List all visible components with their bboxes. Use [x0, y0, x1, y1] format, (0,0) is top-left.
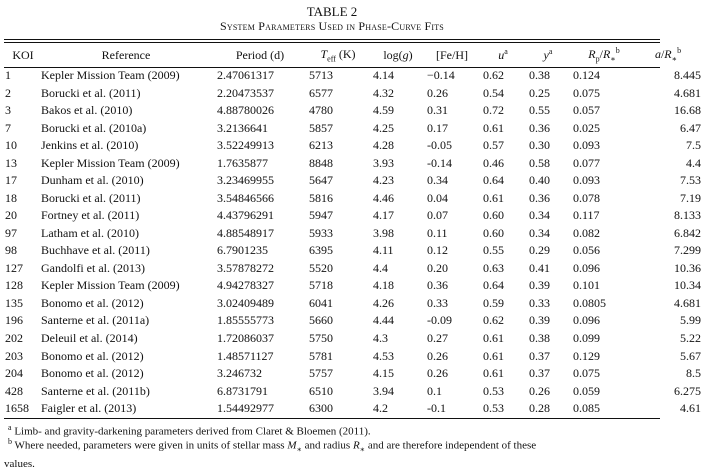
table-body [4, 67, 705, 417]
cell-feh: 0.11 [427, 225, 448, 240]
header-reference: Reference [101, 47, 151, 62]
cell-koi: 98 [5, 243, 17, 258]
cell-y: 0.40 [529, 173, 550, 188]
footnote-b-mark: b [8, 437, 12, 446]
cell-logg: 4.59 [373, 103, 394, 118]
cell-u: 0.54 [483, 85, 504, 100]
a-symbol: a [654, 47, 661, 62]
table-row [4, 365, 705, 383]
footnote-b-text-2: and radius [301, 439, 353, 452]
cell-teff: 5647 [309, 173, 333, 188]
cell-y: 0.39 [529, 313, 550, 328]
logg-suffix: ) [408, 47, 413, 62]
cell-logg: 4.25 [373, 120, 394, 135]
cell-y: 0.38 [529, 330, 550, 345]
cell-a-rs: 6.842 [674, 225, 701, 240]
cell-a-rs: 8.133 [674, 208, 701, 223]
a-rs-symbol: R [664, 47, 672, 62]
cell-a-rs: 10.34 [674, 278, 701, 293]
header-y [523, 43, 567, 67]
cell-logg: 4.17 [373, 208, 394, 223]
cell-u: 0.60 [483, 225, 504, 240]
cell-a-rs: 4.681 [674, 295, 701, 310]
cell-u: 0.59 [483, 295, 504, 310]
cell-teff: 5750 [309, 330, 333, 345]
table-row [4, 137, 705, 155]
cell-a-rs: 7.5 [686, 138, 701, 153]
cell-period: 4.94278327 [217, 278, 274, 293]
cell-period: 1.54492977 [217, 401, 274, 416]
header-koi: KOI [12, 47, 34, 62]
u-note-mark: a [504, 47, 508, 56]
cell-period: 4.88548917 [217, 225, 274, 240]
cell-a-rs: 5.22 [680, 330, 701, 345]
cell-teff: 5933 [309, 225, 333, 240]
cell-rp-rs: 0.124 [573, 68, 600, 83]
cell-a-rs: 4.681 [674, 85, 701, 100]
cell-rp-rs: 0.075 [573, 366, 600, 381]
cell-logg: 3.93 [373, 155, 394, 170]
table-label: TABLE 2 [306, 4, 358, 19]
cell-logg: 4.32 [373, 85, 394, 100]
cell-koi: 17 [5, 173, 17, 188]
cell-teff: 6041 [309, 295, 333, 310]
cell-teff: 5660 [309, 313, 333, 328]
cell-reference: Borucki et al. (2011) [41, 190, 141, 205]
y-symbol: y [543, 48, 549, 62]
cell-y: 0.55 [529, 103, 550, 118]
cell-rp-rs: 0.093 [573, 173, 600, 188]
cell-period: 4.88780026 [217, 103, 274, 118]
cell-reference: Dunham et al. (2010) [41, 173, 144, 188]
table-row [4, 330, 705, 348]
cell-koi: 10 [5, 138, 17, 153]
teff-unit: (K) [335, 46, 356, 61]
cell-u: 0.60 [483, 208, 504, 223]
header-row [4, 43, 705, 67]
cell-period: 1.72086037 [217, 330, 274, 345]
cell-reference: Santerne et al. (2011a) [41, 313, 150, 328]
cell-y: 0.25 [529, 85, 550, 100]
table-row [4, 85, 705, 103]
cell-period: 3.02409489 [217, 295, 274, 310]
cell-teff: 5947 [309, 208, 333, 223]
a-rs-subscript: ∗ [671, 54, 678, 64]
cell-reference: Santerne et al. (2011b) [41, 383, 150, 398]
cell-teff: 5713 [309, 68, 333, 83]
table-row [4, 225, 705, 243]
cell-reference: Bonomo et al. (2012) [41, 348, 144, 363]
cell-koi: 196 [5, 313, 23, 328]
table-row [4, 67, 705, 85]
parameters-table [4, 43, 705, 417]
cell-a-rs: 8.5 [686, 366, 701, 381]
cell-period: 1.48571127 [217, 348, 274, 363]
table-row [4, 382, 705, 400]
cell-feh: 0.12 [427, 243, 448, 258]
cell-reference: Bonomo et al. (2012) [41, 366, 144, 381]
stellar-mass-subscript: ∗ [296, 444, 302, 454]
rp-subscript: p [595, 54, 600, 64]
footnote-b-text-1: Where needed, parameters were given in units of stellar mass [12, 439, 288, 452]
cell-feh: -0.14 [427, 155, 452, 170]
cell-reference: Borucki et al. (2011) [41, 85, 141, 100]
cell-y: 0.34 [529, 225, 550, 240]
rs-subscript: ∗ [610, 54, 616, 64]
table-row [4, 190, 705, 208]
cell-teff: 5781 [309, 348, 333, 363]
cell-u: 0.72 [483, 103, 504, 118]
cell-feh: 0.1 [427, 383, 442, 398]
cell-feh: -0.05 [427, 138, 452, 153]
cell-koi: 204 [5, 366, 23, 381]
header-a-rs [635, 43, 705, 67]
cell-rp-rs: 0.129 [573, 348, 600, 363]
cell-koi: 202 [5, 330, 23, 345]
table-row [4, 120, 705, 138]
cell-u: 0.53 [483, 383, 504, 398]
cell-u: 0.61 [483, 348, 504, 363]
header-feh: [Fe/H] [436, 47, 468, 62]
cell-a-rs: 10.36 [674, 260, 701, 275]
table-row [4, 172, 705, 190]
cell-rp-rs: 0.078 [573, 190, 600, 205]
cell-logg: 4.26 [373, 295, 394, 310]
cell-koi: 18 [5, 190, 17, 205]
cell-feh: 0.04 [427, 190, 448, 205]
cell-reference: Fortney et al. (2011) [41, 208, 140, 223]
footnote-a-mark: a [8, 423, 12, 432]
cell-logg: 4.23 [373, 173, 394, 188]
stellar-radius-symbol: R [352, 439, 360, 452]
cell-reference: Bakos et al. (2010) [41, 103, 133, 118]
cell-u: 0.61 [483, 366, 504, 381]
cell-period: 3.54846566 [217, 190, 274, 205]
cell-koi: 203 [5, 348, 23, 363]
cell-logg: 4.4 [373, 260, 388, 275]
cell-a-rs: 8.445 [674, 68, 701, 83]
cell-teff: 5520 [309, 260, 333, 275]
cell-logg: 4.44 [373, 313, 394, 328]
table-caption: System Parameters Used in Phase-Curve Fits [220, 19, 444, 33]
cell-koi: 97 [5, 225, 17, 240]
cell-logg: 3.98 [373, 225, 394, 240]
cell-reference: Faigler et al. (2013) [41, 401, 137, 416]
cell-rp-rs: 0.093 [573, 138, 600, 153]
logg-prefix: log( [383, 47, 403, 62]
cell-rp-rs: 0.056 [573, 243, 600, 258]
cell-a-rs: 7.299 [674, 243, 701, 258]
cell-logg: 4.14 [373, 68, 394, 83]
a-slash: / [660, 47, 665, 62]
cell-a-rs: 6.275 [674, 383, 701, 398]
cell-logg: 4.2 [373, 401, 388, 416]
footnote-b-text-3: and are therefore independent of these [365, 439, 537, 452]
cell-a-rs: 16.68 [674, 103, 701, 118]
rp-symbol: R [588, 47, 596, 62]
cell-logg: 4.46 [373, 190, 394, 205]
table-row [4, 207, 705, 225]
cell-u: 0.62 [483, 68, 504, 83]
table-row [4, 102, 705, 120]
cell-koi: 135 [5, 295, 23, 310]
cell-y: 0.29 [529, 243, 550, 258]
cell-koi: 7 [5, 120, 11, 135]
cell-a-rs: 5.67 [680, 348, 701, 363]
a-note-mark: b [677, 46, 682, 56]
cell-u: 0.57 [483, 138, 504, 153]
stellar-radius-subscript: ∗ [359, 444, 366, 454]
header-period: Period (d) [235, 47, 285, 62]
cell-feh: 0.31 [427, 103, 448, 118]
cell-reference: Kepler Mission Team (2009) [41, 278, 180, 293]
cell-period: 1.7635877 [217, 155, 268, 170]
cell-logg: 4.15 [373, 366, 394, 381]
cell-teff: 6510 [309, 383, 333, 398]
cell-reference: Latham et al. (2010) [41, 225, 139, 240]
cell-teff: 5718 [309, 278, 333, 293]
cell-rp-rs: 0.085 [573, 401, 600, 416]
cell-rp-rs: 0.096 [573, 260, 600, 275]
table-row [4, 295, 705, 313]
cell-koi: 20 [5, 208, 17, 223]
cell-u: 0.64 [483, 173, 504, 188]
cell-y: 0.36 [529, 120, 550, 135]
cell-y: 0.37 [529, 366, 550, 381]
cell-u: 0.61 [483, 190, 504, 205]
cell-teff: 6577 [309, 85, 333, 100]
cell-feh: 0.17 [427, 120, 448, 135]
table-row [4, 242, 705, 260]
cell-rp-rs: 0.075 [573, 85, 600, 100]
cell-feh: 0.20 [427, 260, 448, 275]
cell-feh: 0.26 [427, 366, 448, 381]
cell-logg: 4.18 [373, 278, 394, 293]
cell-teff: 6395 [309, 243, 333, 258]
cell-reference: Gandolfi et al. (2013) [41, 260, 145, 275]
cell-koi: 428 [5, 383, 23, 398]
cell-a-rs: 6.47 [680, 120, 701, 135]
cell-feh: -0.1 [427, 401, 446, 416]
cell-koi: 1 [5, 68, 11, 83]
cell-u: 0.62 [483, 313, 504, 328]
cell-y: 0.28 [529, 401, 550, 416]
cell-logg: 4.28 [373, 138, 394, 153]
cell-a-rs: 7.19 [680, 190, 701, 205]
cell-teff: 8848 [309, 155, 333, 170]
cell-reference: Buchhave et al. (2011) [41, 243, 150, 258]
cell-rp-rs: 0.025 [573, 120, 600, 135]
cell-y: 0.37 [529, 348, 550, 363]
cell-y: 0.36 [529, 190, 550, 205]
cell-period: 2.20473537 [217, 85, 274, 100]
cell-rp-rs: 0.096 [573, 313, 600, 328]
cell-u: 0.55 [483, 243, 504, 258]
cell-rp-rs: 0.077 [573, 155, 600, 170]
footnote-b [4, 435, 658, 471]
cell-reference: Borucki et al. (2010a) [41, 120, 147, 135]
cell-period: 6.8731791 [217, 383, 268, 398]
cell-feh: 0.36 [427, 278, 448, 293]
cell-koi: 127 [5, 260, 23, 275]
cell-u: 0.61 [483, 120, 504, 135]
footnote-b-continuation: values. [4, 457, 35, 470]
cell-rp-rs: 0.0805 [573, 295, 606, 310]
cell-rp-rs: 0.057 [573, 103, 600, 118]
u-symbol: u [498, 48, 505, 62]
table-row [4, 277, 705, 295]
cell-koi: 1658 [5, 401, 29, 416]
rp-note-mark: b [615, 46, 620, 56]
table-row [4, 400, 705, 418]
cell-y: 0.26 [529, 383, 550, 398]
cell-rp-rs: 0.082 [573, 225, 600, 240]
cell-logg: 4.11 [373, 243, 394, 258]
cell-koi: 128 [5, 278, 23, 293]
cell-u: 0.63 [483, 260, 504, 275]
cell-u: 0.61 [483, 330, 504, 345]
header-rp-rs [567, 43, 635, 67]
cell-u: 0.64 [483, 278, 504, 293]
cell-y: 0.58 [529, 155, 550, 170]
cell-teff: 6213 [309, 138, 333, 153]
bottom-rule [4, 418, 660, 419]
top-rule [4, 39, 660, 40]
cell-rp-rs: 0.117 [573, 208, 600, 223]
cell-reference: Jenkins et al. (2010) [41, 138, 139, 153]
logg-var: g [402, 47, 409, 62]
teff-subscript: eff [327, 54, 336, 64]
cell-y: 0.38 [529, 68, 550, 83]
cell-a-rs: 7.53 [680, 173, 701, 188]
cell-reference: Deleuil et al. (2014) [41, 330, 138, 345]
cell-koi: 3 [5, 103, 11, 118]
cell-feh: -0.09 [427, 313, 452, 328]
header-teff [303, 43, 367, 67]
cell-period: 3.57878272 [217, 260, 274, 275]
cell-period: 3.2136641 [217, 120, 268, 135]
cell-teff: 6300 [309, 401, 333, 416]
table-row [4, 312, 705, 330]
cell-rp-rs: 0.099 [573, 330, 600, 345]
table-row [4, 347, 705, 365]
cell-feh: −0.14 [427, 68, 455, 83]
cell-feh: 0.26 [427, 85, 448, 100]
y-note-mark: a [548, 47, 553, 56]
rp-slash: / [599, 47, 603, 62]
cell-period: 6.7901235 [217, 243, 268, 258]
header-logg [367, 43, 423, 67]
cell-y: 0.34 [529, 208, 550, 223]
cell-koi: 13 [5, 155, 17, 170]
cell-reference: Kepler Mission Team (2009) [41, 155, 180, 170]
cell-reference: Kepler Mission Team (2009) [41, 68, 180, 83]
cell-teff: 5857 [309, 120, 333, 135]
cell-period: 4.43796291 [217, 208, 274, 223]
table-row [4, 155, 705, 173]
cell-y: 0.39 [529, 278, 550, 293]
cell-a-rs: 4.61 [680, 401, 701, 416]
cell-a-rs: 4.4 [686, 155, 701, 170]
footnote-a-text: Limb- and gravity-darkening parameters derived from Claret & Bloemen (2011). [11, 425, 371, 438]
cell-period: 3.23469955 [217, 173, 274, 188]
cell-feh: 0.34 [427, 173, 448, 188]
cell-feh: 0.07 [427, 208, 448, 223]
stellar-mass-symbol: M [287, 439, 297, 452]
cell-period: 3.246732 [217, 366, 262, 381]
cell-teff: 4780 [309, 103, 333, 118]
cell-logg: 4.53 [373, 348, 394, 363]
cell-feh: 0.33 [427, 295, 448, 310]
cell-logg: 4.3 [373, 330, 388, 345]
teff-symbol: T [320, 46, 328, 61]
cell-logg: 3.94 [373, 383, 394, 398]
cell-y: 0.41 [529, 260, 550, 275]
cell-u: 0.46 [483, 155, 504, 170]
cell-a-rs: 5.99 [680, 313, 701, 328]
cell-y: 0.33 [529, 295, 550, 310]
cell-y: 0.30 [529, 138, 550, 153]
rs-symbol: R [602, 47, 611, 62]
cell-teff: 5757 [309, 366, 333, 381]
cell-rp-rs: 0.059 [573, 383, 600, 398]
cell-feh: 0.27 [427, 330, 448, 345]
cell-koi: 2 [5, 85, 11, 100]
cell-rp-rs: 0.101 [573, 278, 600, 293]
cell-period: 1.85555773 [217, 313, 274, 328]
table-row [4, 260, 705, 278]
cell-teff: 5816 [309, 190, 333, 205]
cell-feh: 0.26 [427, 348, 448, 363]
header-u [477, 43, 523, 67]
cell-period: 3.52249913 [217, 138, 274, 153]
cell-period: 2.47061317 [217, 68, 274, 83]
cell-reference: Bonomo et al. (2012) [41, 295, 144, 310]
cell-u: 0.53 [483, 401, 504, 416]
